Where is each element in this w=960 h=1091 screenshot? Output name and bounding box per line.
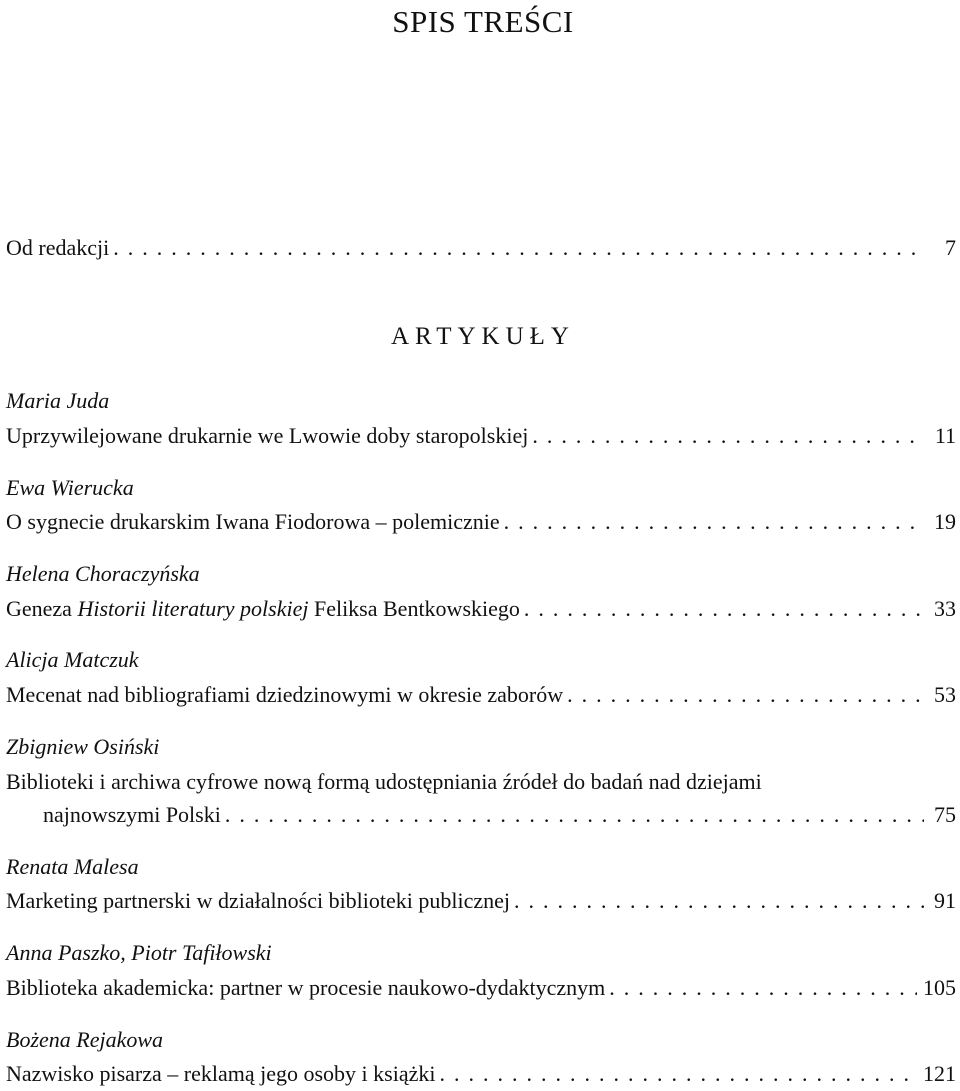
- toc-entry-title: Biblioteka akademicka: partner w procesie naukowo-dydaktycznym: [6, 975, 606, 1000]
- toc-page-number: 75: [934, 802, 956, 827]
- toc-entry-title: Marketing partnerski w działalności biblioteki publicznej: [6, 888, 511, 913]
- dot-leader: [510, 886, 924, 916]
- toc-author: Helena Choraczyńska: [6, 561, 200, 586]
- toc-page-number: 33: [934, 596, 956, 621]
- toc-entry[interactable]: [6, 973, 956, 1003]
- toc-author: Maria Juda: [6, 388, 110, 413]
- toc-entry[interactable]: [6, 421, 956, 451]
- toc-author: Renata Malesa: [6, 854, 139, 879]
- toc-author: Alicja Matczuk: [6, 647, 139, 672]
- toc-entry-intro[interactable]: [6, 233, 956, 263]
- toc-entry-title-line1[interactable]: Biblioteki i archiwa cyfrowe nową formą udostępniania źródeł do badań nad dziejami: [6, 769, 762, 794]
- dot-leader: [605, 973, 917, 1003]
- toc-author: Anna Paszko, Piotr Tafiłowski: [6, 940, 272, 965]
- dot-leader: [221, 800, 924, 830]
- toc-author: Zbigniew Osiński: [6, 734, 160, 759]
- toc-entry[interactable]: [6, 680, 956, 710]
- dot-leader: [500, 507, 924, 537]
- dot-leader: [528, 421, 924, 451]
- dot-leader: [109, 233, 924, 263]
- dot-leader: [563, 680, 924, 710]
- toc-entry[interactable]: [6, 1059, 956, 1089]
- section-title: ARTYKUŁY: [391, 323, 575, 350]
- toc-entry[interactable]: [6, 507, 956, 537]
- toc-entry-title: O sygnecie drukarskim Iwana Fiodorowa – polemicznie: [6, 509, 500, 534]
- toc-page-number: 91: [934, 888, 956, 913]
- toc-entry-title: Uprzywilejowane drukarnie we Lwowie doby staropolskiej: [6, 423, 529, 448]
- toc-page-number: 11: [934, 423, 956, 448]
- toc-entry[interactable]: [6, 594, 956, 624]
- toc-entry[interactable]: [6, 886, 956, 916]
- toc-author: Ewa Wierucka: [6, 475, 134, 500]
- toc-entry-title-suffix: Feliksa Bentkowskiego: [313, 596, 520, 621]
- toc-entry-title-italic: Historii literatury polskiej: [77, 596, 309, 621]
- page-title: SPIS TREŚCI: [392, 4, 574, 39]
- toc-entry-title-line2: najnowszymi Polski: [43, 802, 221, 827]
- toc-author: Bożena Rejakowa: [6, 1027, 164, 1052]
- toc-entry-title: Nazwisko pisarza – reklamą jego osoby i książki: [6, 1061, 436, 1086]
- toc-page-number: 19: [934, 509, 956, 534]
- toc-page-number: 105: [923, 975, 956, 1000]
- dot-leader: [520, 594, 924, 624]
- toc-page-number: 53: [934, 682, 956, 707]
- toc-page-number: 7: [945, 235, 956, 260]
- toc-entry-title: Od redakcji: [6, 235, 110, 260]
- toc-page-number: 121: [923, 1061, 956, 1086]
- toc-entry-title: Mecenat nad bibliografiami dziedzinowymi w okresie zaborów: [6, 682, 564, 707]
- toc-entry[interactable]: [43, 800, 956, 830]
- dot-leader: [435, 1059, 917, 1089]
- toc-entry-title-prefix: Geneza: [6, 596, 72, 621]
- toc-entry-title: [6, 594, 520, 624]
